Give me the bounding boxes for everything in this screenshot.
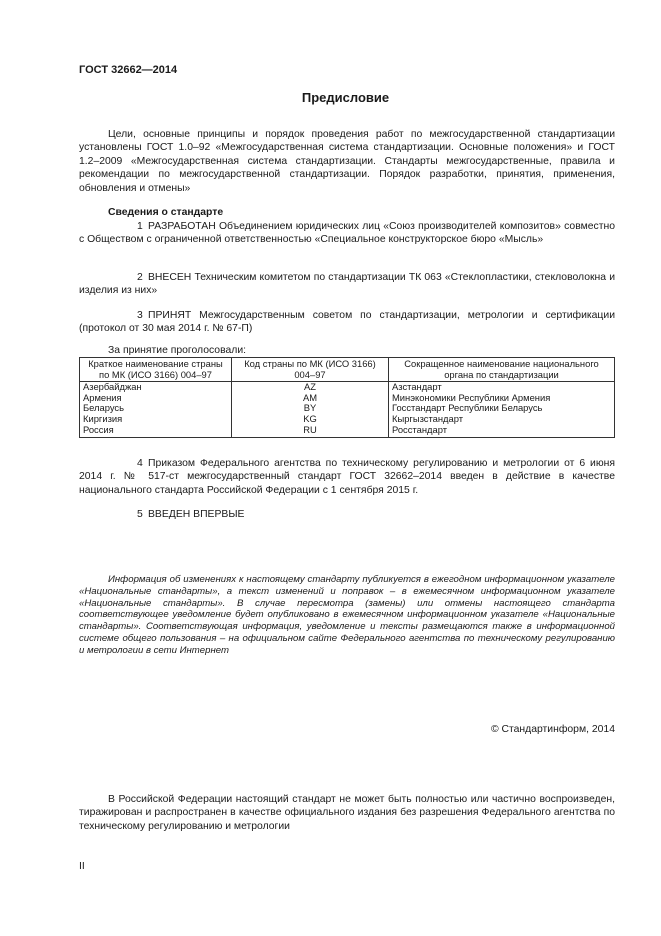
vote-label: За принятие проголосовали: — [108, 345, 247, 356]
cell-body: Минэкономики Республики Армения — [389, 393, 615, 404]
cell-code: AM — [232, 393, 389, 404]
cell-code: BY — [232, 403, 389, 414]
cell-body: Кыргызстандарт — [389, 414, 615, 425]
restriction-text: В Российской Федерации настоящий стандарт не может быть полностью или частично воспроизведен, тиражирован и распространен в качестве официального издания без разрешения Федерального агентства по техническому регулированию и метрологии — [79, 794, 615, 832]
header-body: Сокращенное наименование национального органа по стандартизации — [389, 358, 615, 382]
info-heading: Сведения о стандарте — [108, 207, 224, 218]
restriction-paragraph — [79, 793, 615, 833]
intro-paragraph — [79, 128, 615, 195]
cell-country: Россия — [80, 425, 232, 438]
item-number: 5 — [137, 509, 143, 520]
item-number: 1 — [137, 221, 143, 232]
cell-body: Росстандарт — [389, 425, 615, 438]
item-number: 3 — [137, 310, 143, 321]
page-number: II — [79, 861, 85, 872]
intro-text: Цели, основные принципы и порядок проведения работ по межгосударственной стандартизации установлены ГОСТ 1.0–92 «Межгосударственная система стандартизации. Основные положения» и ГОСТ 1.2–2009 «Межгосударственная система стандартизации. Стандарты межгосударственные, правила и рекомендации по межгосударственной стандартизации. Порядок разработки, принятия, применения, обновления и отмены» — [79, 129, 615, 194]
item-3 — [79, 309, 615, 336]
item-text: Приказом Федерального агентства по техническому регулированию и метрологии от 6 июня 2014 г. № 517-ст межгосударственный стандарт ГОСТ 32662–2014 введен в действие в качестве национального стандарта Российской Федерации с 1 сентября 2015 г. — [79, 458, 615, 496]
table-row — [80, 414, 615, 425]
cell-country: Армения — [80, 393, 232, 404]
table-header-row — [80, 358, 615, 382]
cell-country: Азербайджан — [80, 382, 232, 393]
item-text: ВВЕДЕН ВПЕРВЫЕ — [148, 509, 245, 520]
cell-body: Азстандарт — [389, 382, 615, 393]
document-code: ГОСТ 32662—2014 — [79, 64, 178, 76]
notice-text: Информация об изменениях к настоящему стандарту публикуется в ежегодном информационном указателе «Национальные стандарты», а текст изменений и поправок – в ежемесячном информационном указателе «Национальные стандарты». В случае пересмотра (замены) или отмены настоящего стандарта соответствующее уведомление будет опубликовано в ежемесячном информационном указателе «Национальные стандарты». Соответствующая информация, уведомление и тексты размещаются также в информационной системе общего пользования – на официальном сайте Федерального агентства по техническому регулированию и метрологии в сети Интернет — [79, 574, 615, 656]
page-title: Предисловие — [301, 90, 390, 105]
header-country: Краткое наименование страны по МК (ИСО 3166) 004–97 — [80, 358, 232, 382]
cell-code: AZ — [232, 382, 389, 393]
header-code: Код страны по МК (ИСО 3166) 004–97 — [232, 358, 389, 382]
item-1 — [79, 220, 615, 247]
table-row — [80, 403, 615, 414]
cell-body: Госстандарт Республики Беларусь — [389, 403, 615, 414]
copyright: © Стандартинформ, 2014 — [490, 724, 615, 735]
cell-code: RU — [232, 425, 389, 438]
change-notice — [79, 574, 615, 657]
cell-country: Беларусь — [80, 403, 232, 414]
item-5 — [79, 508, 615, 521]
item-text: РАЗРАБОТАН Объединением юридических лиц «Союз производителей композитов» совместно с Обществом с ограниченной ответственностью «Специальное конструкторское бюро «Мысль» — [79, 221, 615, 246]
item-number: 4 — [137, 458, 143, 469]
item-number: 2 — [137, 272, 143, 283]
cell-code: KG — [232, 414, 389, 425]
cell-country: Киргизия — [80, 414, 232, 425]
table-row — [80, 425, 615, 438]
vote-table — [79, 357, 615, 438]
item-4 — [79, 457, 615, 497]
item-text: ВНЕСЕН Техническим комитетом по стандартизации ТК 063 «Стеклопластики, стекловолокна и изделия из них» — [79, 272, 615, 297]
item-2 — [79, 271, 615, 298]
item-text: ПРИНЯТ Межгосударственным советом по стандартизации, метрологии и сертификации (протокол от 30 мая 2014 г. № 67-П) — [79, 310, 615, 335]
